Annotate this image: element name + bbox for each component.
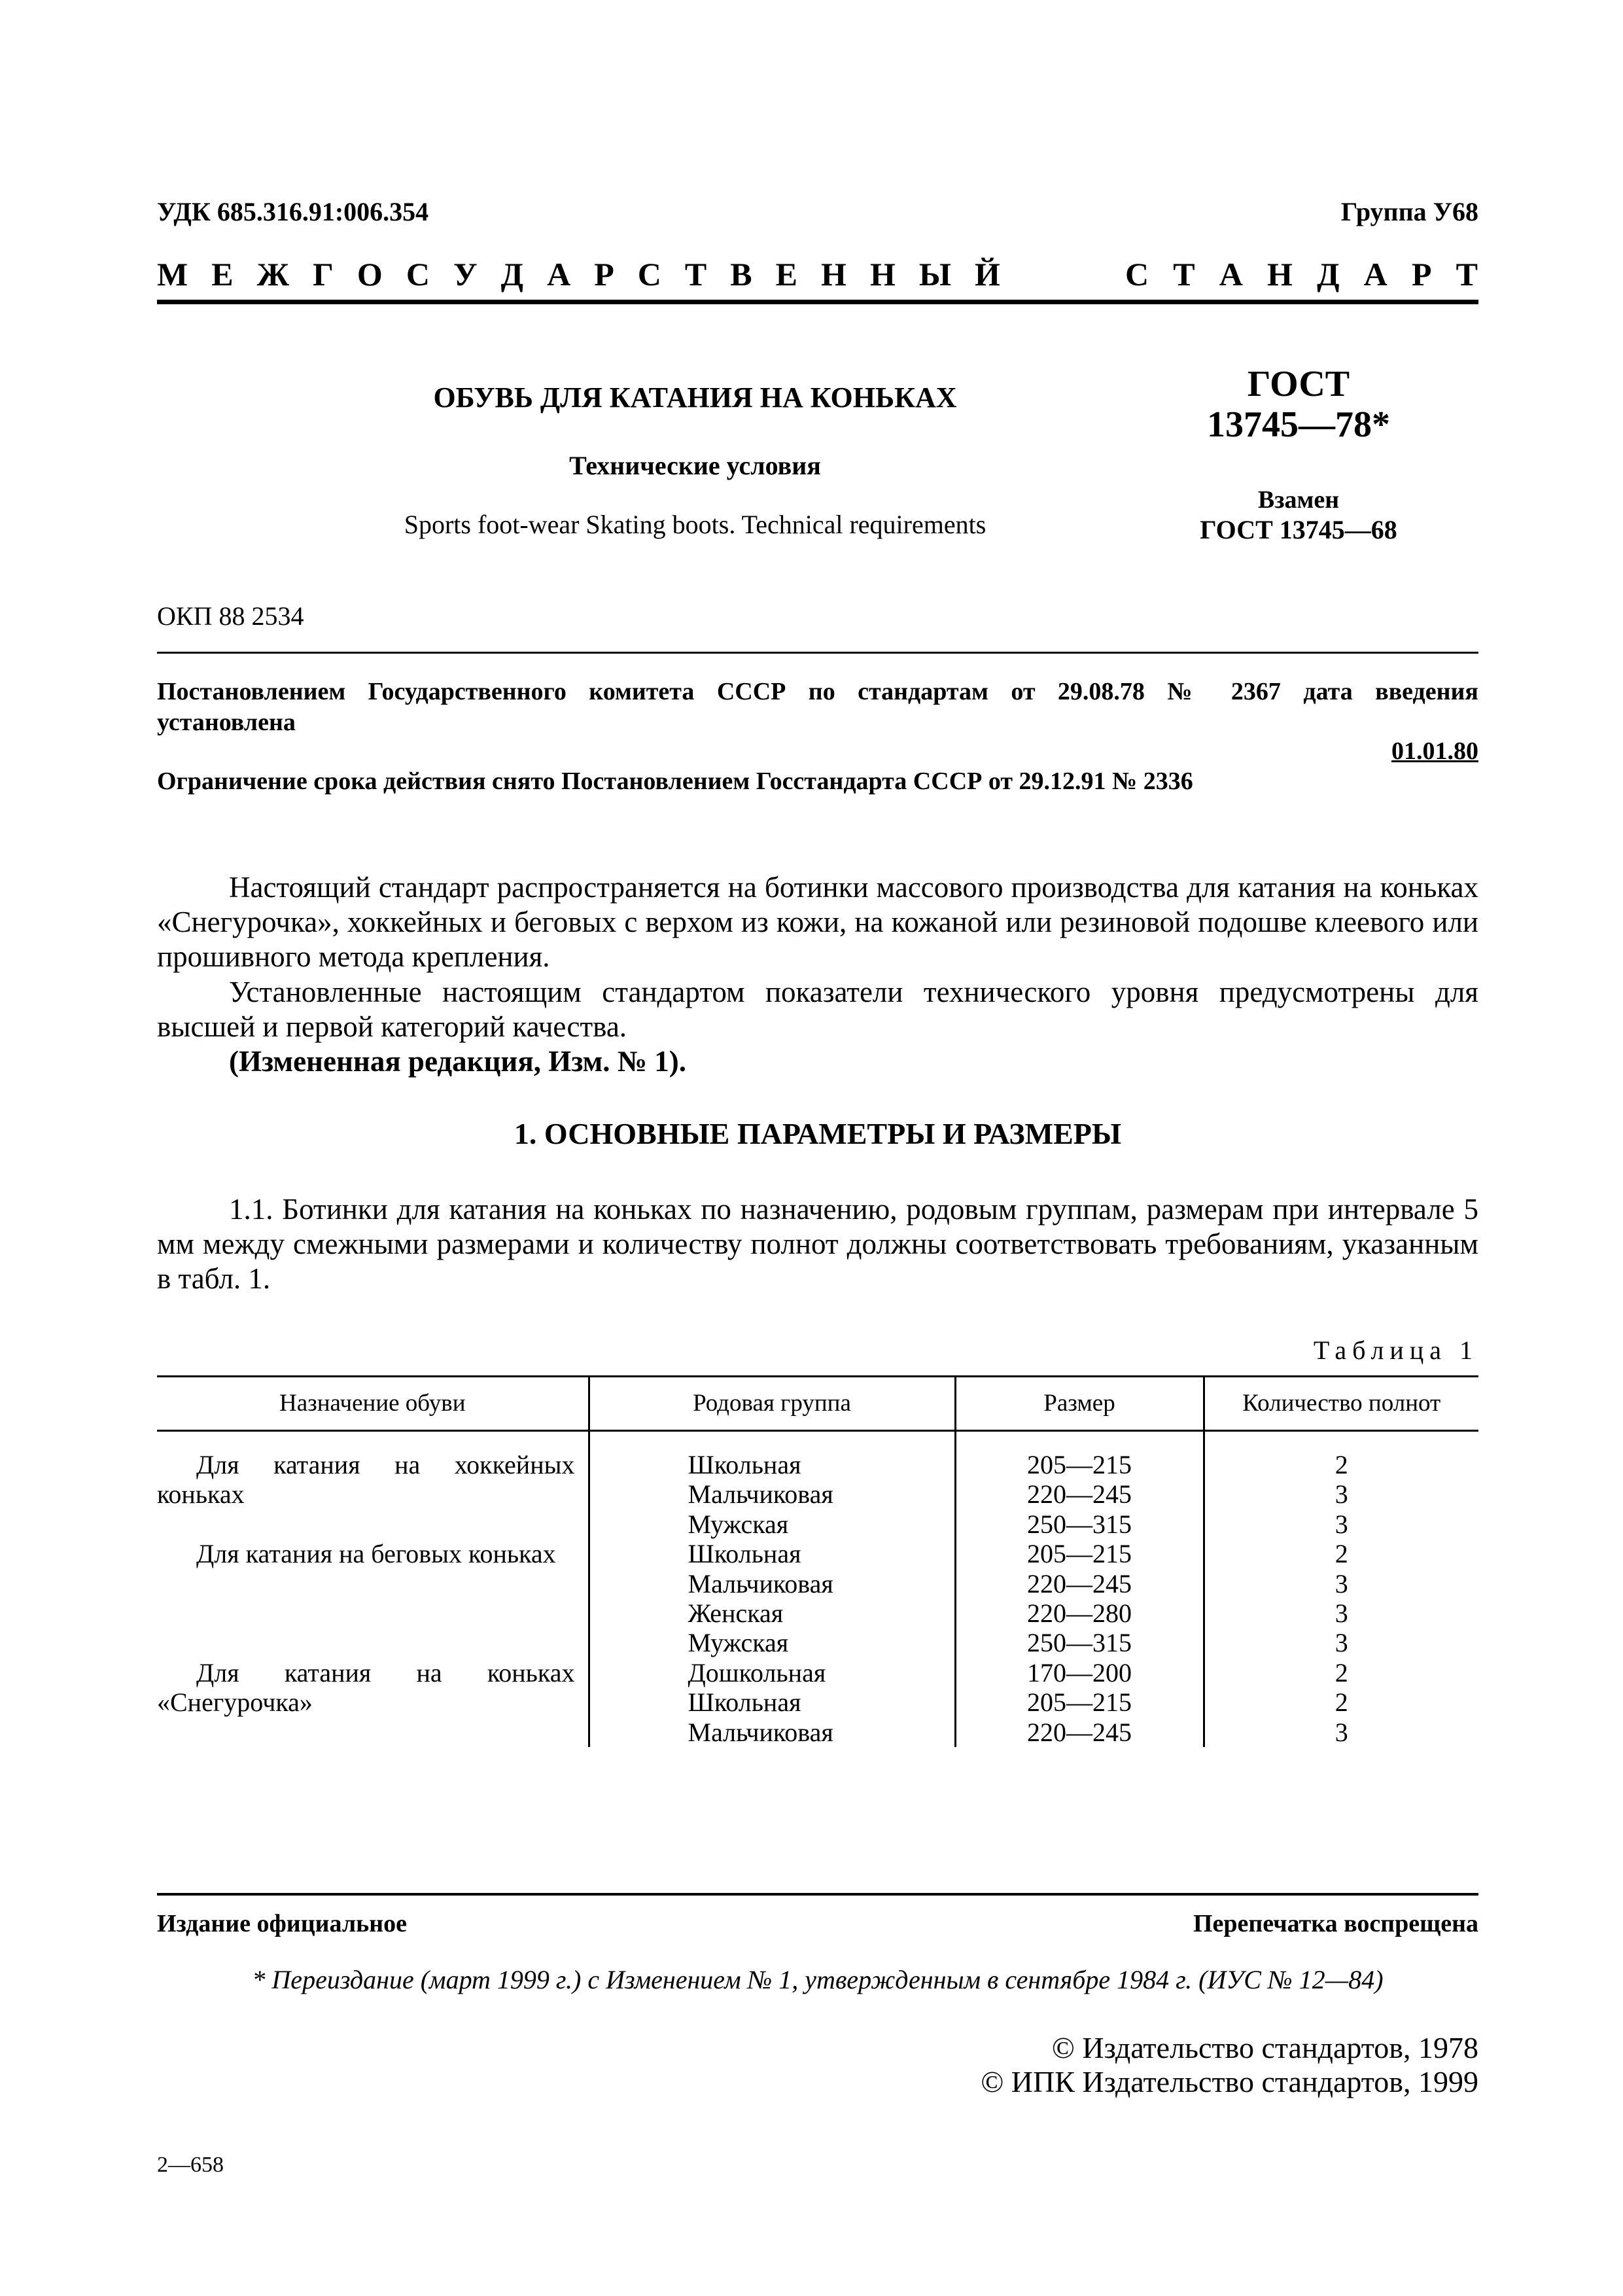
- banner-standard: С Т А Н Д А Р Т: [1125, 256, 1478, 292]
- count-value: 2: [1335, 1539, 1348, 1569]
- count-value: 3: [1335, 1717, 1348, 1747]
- purpose-cell: [157, 1450, 589, 1539]
- replaces-number: ГОСТ 13745—68: [1200, 515, 1397, 544]
- size-value: 170—200: [1027, 1657, 1132, 1687]
- spacer-cell: [1204, 1431, 1478, 1451]
- decree-line-1: Постановлением Государственного комитета СССР по стандартам от 29.08.78 № 2367 дата введения: [157, 678, 1478, 705]
- count-value: 3: [1335, 1509, 1348, 1539]
- count-cell: [1204, 1539, 1478, 1658]
- document-title: ОБУВЬ ДЛЯ КАТАНИЯ НА КОНЬКАХ: [433, 381, 957, 414]
- size-value: 220—280: [1027, 1598, 1132, 1629]
- official-edition: Издание официальное: [157, 1910, 408, 1937]
- count-value: 2: [1335, 1657, 1348, 1687]
- size-value: 220—245: [1027, 1717, 1132, 1747]
- purpose-cell: [157, 1658, 589, 1747]
- introduction-date: 01.01.80: [1391, 737, 1478, 765]
- count-cell: [1204, 1450, 1478, 1539]
- column-header: Родовая группа: [589, 1377, 955, 1431]
- english-title: Sports foot-wear Skating boots. Technical requirements: [404, 510, 986, 539]
- group-cell: [589, 1539, 955, 1658]
- size-value: 205—215: [1027, 1539, 1132, 1569]
- count-value: 3: [1335, 1479, 1348, 1510]
- size-value: 220—245: [1027, 1479, 1132, 1510]
- purpose-text: Для катания на беговых коньках: [196, 1539, 556, 1569]
- table-body: [157, 1431, 1478, 1748]
- column-header: Размер: [955, 1377, 1204, 1431]
- group-value: Мальчиковая: [688, 1717, 833, 1747]
- reissue-note: * Переиздание (март 1999 г.) с Изменением № 1, утвержденным в сентябре 1984 г. (ИУС № 12—84): [252, 1965, 1384, 1994]
- gost-label: ГОСТ: [1247, 364, 1350, 404]
- group-value: Школьная: [688, 1687, 801, 1718]
- count-value: 3: [1335, 1628, 1348, 1658]
- group-value: Школьная: [688, 1450, 801, 1479]
- size-cell: [955, 1658, 1204, 1747]
- intro-paragraph-2: Установленные настоящим стандартом показатели технического уровня предусмотрены для высшей и первой категорий качества.: [157, 976, 1478, 1043]
- gost-number: 13745—78*: [1207, 404, 1390, 445]
- column-header: Назначение обуви: [157, 1377, 589, 1431]
- udk-code: УДК 685.316.91:006.354: [157, 197, 429, 226]
- count-value: 2: [1335, 1687, 1348, 1718]
- copyright-1978: © Издательство стандартов, 1978: [1051, 2031, 1478, 2064]
- size-value: 205—215: [1027, 1450, 1132, 1479]
- okp-rule: [157, 652, 1478, 654]
- table-header-row: [157, 1377, 1478, 1431]
- amendment-note: (Измененная редакция, Изм. № 1).: [229, 1045, 687, 1078]
- section-1-paragraph: 1.1. Ботинки для катания на коньках по назначению, родовым группам, размерам при интервале 5 мм между смежными размерами и количеству полнот должны соответствовать требованиям, указанным в табл. 1.: [157, 1193, 1478, 1295]
- group-value: Дошкольная: [688, 1657, 826, 1687]
- group-cell: [589, 1658, 955, 1747]
- section-1-heading: 1. ОСНОВНЫЕ ПАРАМЕТРЫ И РАЗМЕРЫ: [514, 1117, 1122, 1150]
- group-value: Школьная: [688, 1539, 801, 1569]
- group-value: Мальчиковая: [688, 1479, 833, 1510]
- table-spacer-row: [157, 1431, 1478, 1451]
- purpose-cell: [157, 1539, 589, 1658]
- column-header: Количество полнот: [1204, 1377, 1478, 1431]
- okp-code: ОКП 88 2534: [157, 601, 304, 631]
- count-value: 3: [1335, 1568, 1348, 1598]
- document-subtitle: Технические условия: [569, 451, 821, 480]
- size-cell: [955, 1539, 1204, 1658]
- intro-paragraph-1: Настоящий стандарт распространяется на ботинки массового производства для катания на коньках «Снегурочка», хоккейных и беговых с верхом из кожи, на кожаной или резиновой подошве клеевого или прошивного метода крепления.: [157, 871, 1478, 973]
- count-cell: [1204, 1658, 1478, 1747]
- decree-line-2: установлена: [157, 709, 296, 736]
- size-value: 250—315: [1027, 1628, 1132, 1658]
- group-value: Мужская: [688, 1509, 789, 1539]
- footer-rule: [157, 1893, 1478, 1896]
- table-caption: Таблица 1: [1313, 1335, 1478, 1365]
- count-value: 2: [1335, 1450, 1348, 1479]
- size-value: 250—315: [1027, 1509, 1132, 1539]
- table-1: [157, 1375, 1478, 1747]
- count-value: 3: [1335, 1598, 1348, 1629]
- purpose-text: Для катания на хоккейных коньках: [157, 1450, 575, 1510]
- table-row: [157, 1658, 1478, 1747]
- size-value: 220—245: [1027, 1568, 1132, 1598]
- group-cell: [589, 1450, 955, 1539]
- purpose-text: Для катания на коньках «Снегурочка»: [157, 1657, 575, 1718]
- spacer-cell: [955, 1431, 1204, 1451]
- restriction-note: Ограничение срока действия снято Постановлением Госстандарта СССР от 29.12.91 № 2336: [157, 768, 1193, 795]
- group-code: Группа У68: [1340, 197, 1478, 226]
- group-value: Мужская: [688, 1628, 789, 1658]
- copyright-1999: © ИПК Издательство стандартов, 1999: [981, 2065, 1478, 2098]
- table-row: [157, 1450, 1478, 1539]
- header-rule: [157, 300, 1478, 304]
- size-value: 205—215: [1027, 1687, 1132, 1718]
- spacer-cell: [157, 1431, 589, 1451]
- group-value: Женская: [688, 1598, 784, 1629]
- reprint-prohibited: Перепечатка воспрещена: [1193, 1910, 1478, 1937]
- group-value: Мальчиковая: [688, 1568, 833, 1598]
- banner-interstate: М Е Ж Г О С У Д А Р С Т В Е Н Н Ы Й: [157, 256, 1001, 292]
- spacer-cell: [589, 1431, 955, 1451]
- table-row: [157, 1539, 1478, 1658]
- size-cell: [955, 1450, 1204, 1539]
- page-code: 2—658: [157, 2153, 224, 2177]
- replaces-label: Взамен: [1257, 486, 1340, 514]
